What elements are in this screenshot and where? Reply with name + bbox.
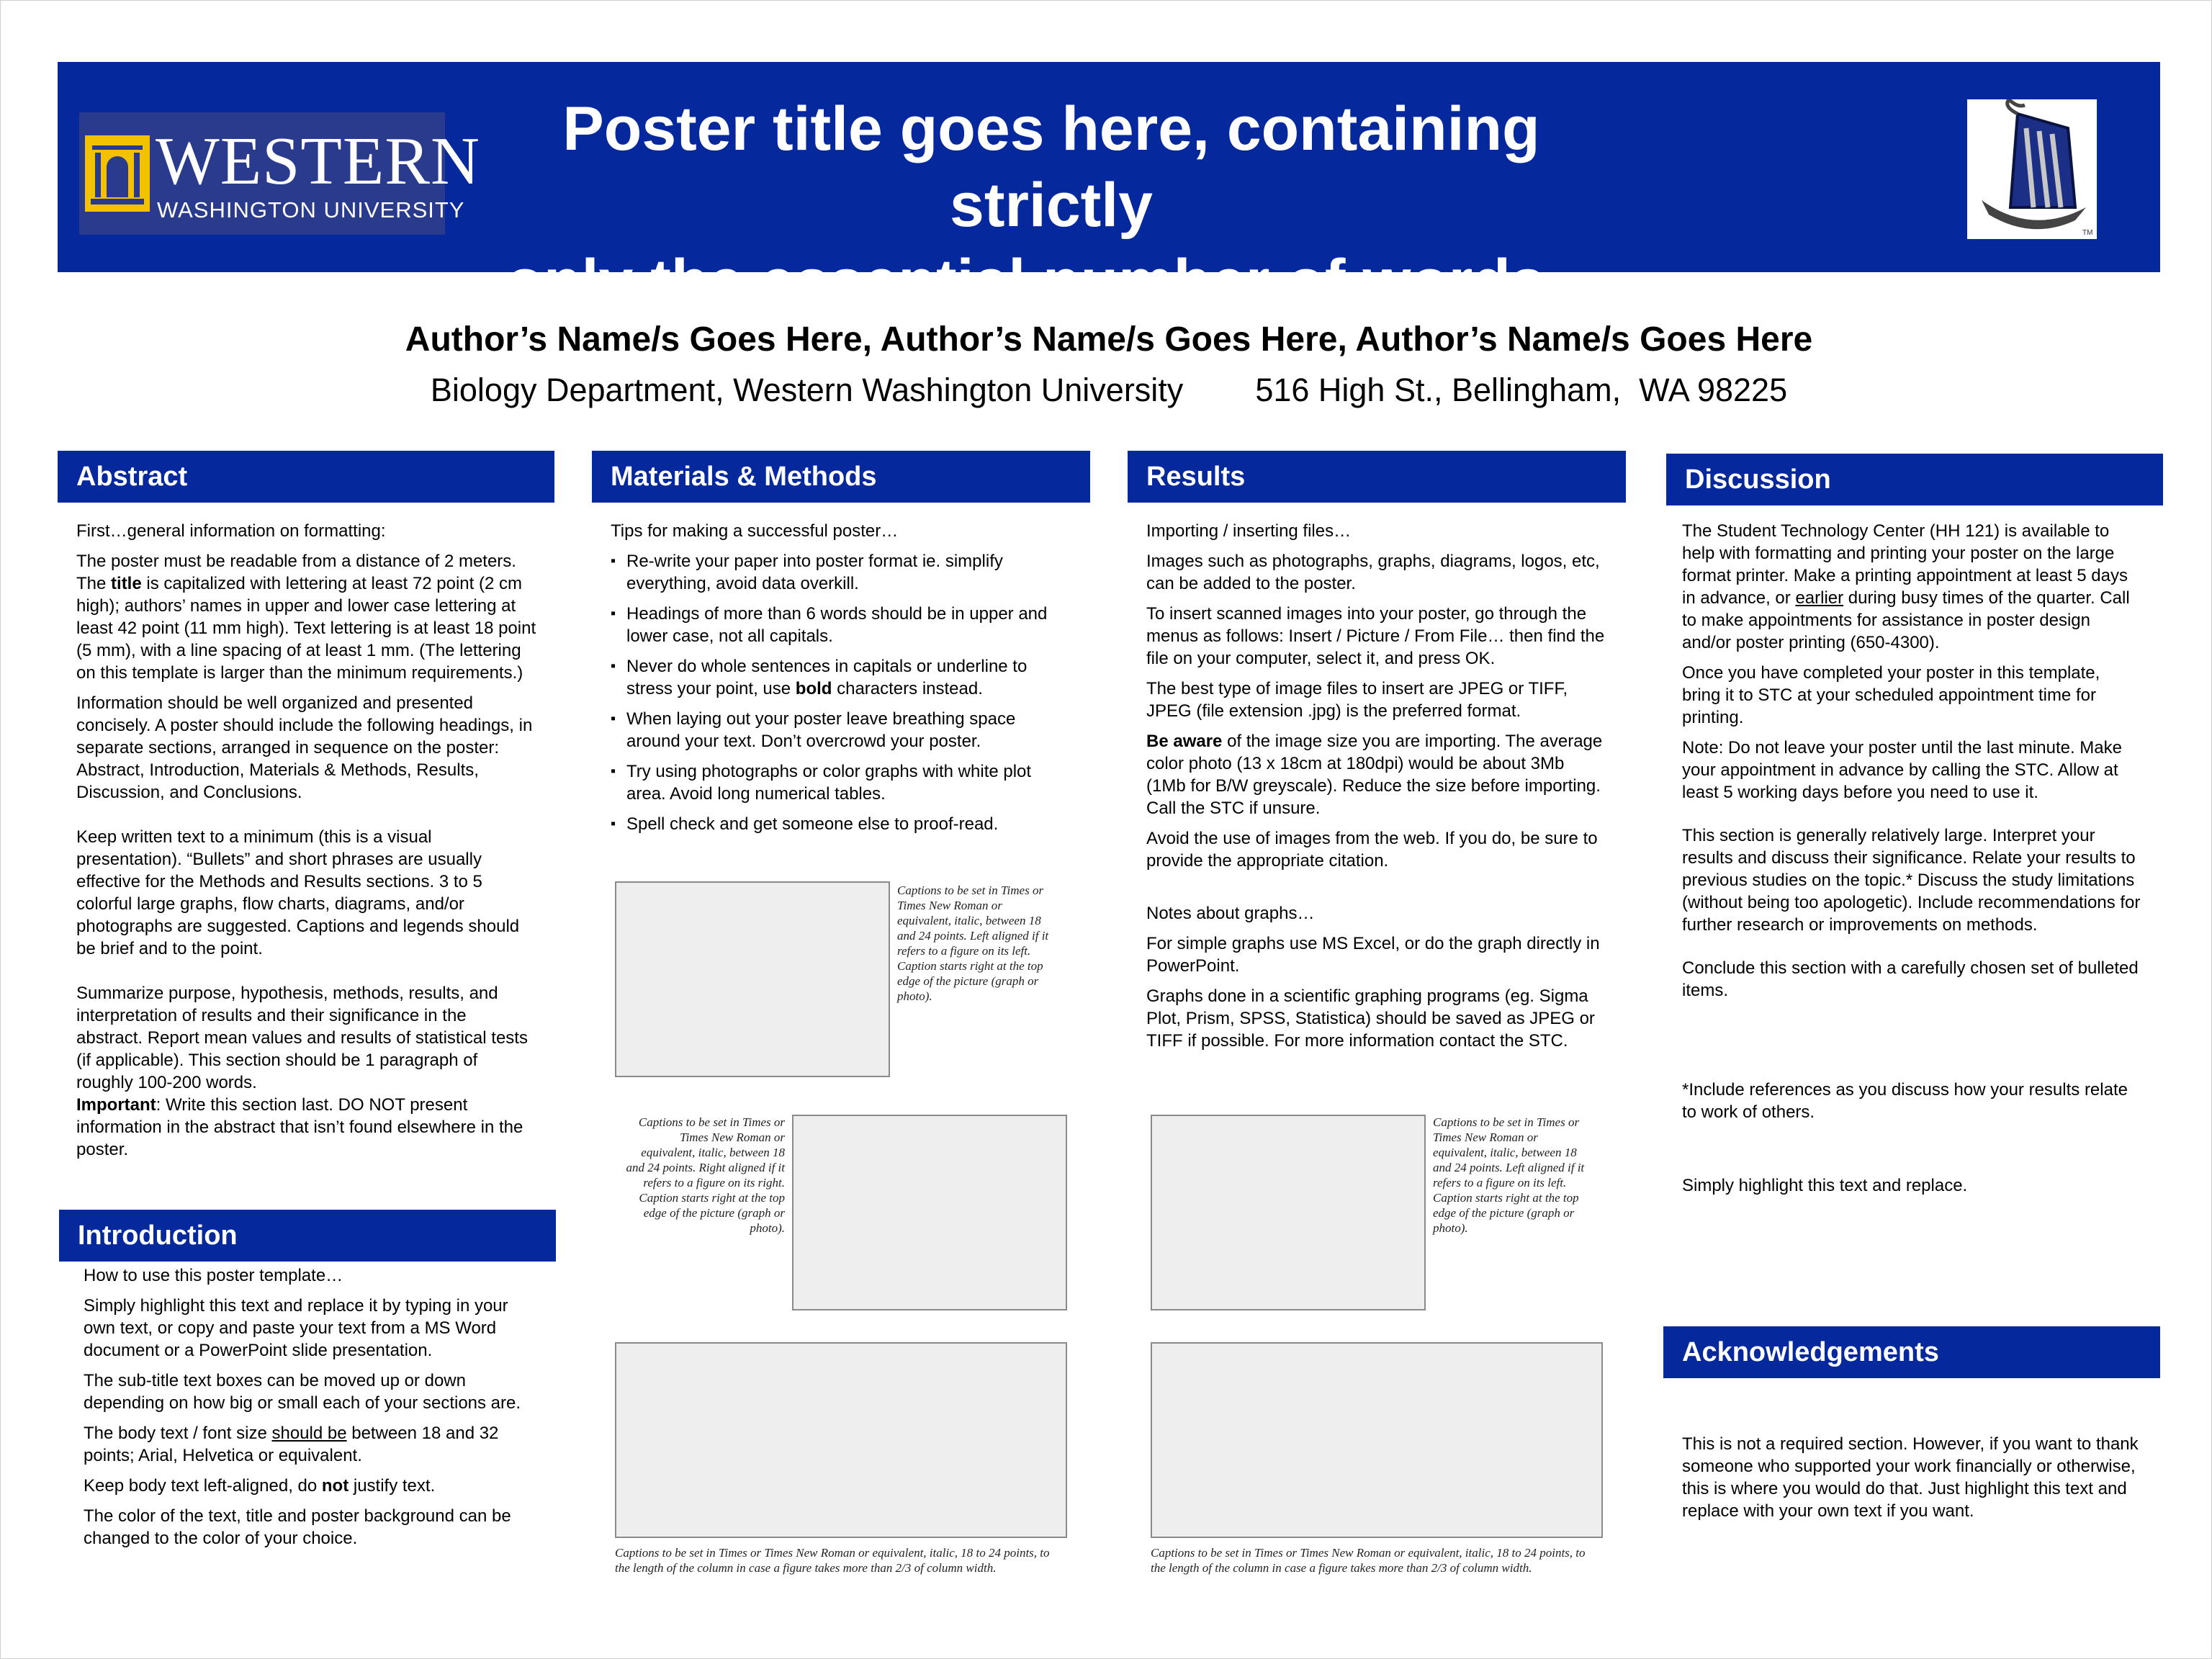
author-names: Author’s Name/s Goes Here, Author’s Name/s Goes Here, Author’s Name/s Goes Here xyxy=(405,320,1813,359)
results-p1: Importing / inserting files… xyxy=(1146,521,1352,541)
figure-placeholder xyxy=(615,1342,1067,1538)
results-p3: To insert scanned images into your poster, go through the menus as follows: Insert / Picture / From File… then find the file on your computer, select it, and press OK. xyxy=(1146,604,1605,668)
list-item: ▪ When laying out your poster leave breathing space around your text. Don’t overcrowd your poster. xyxy=(611,708,1071,752)
introduction-heading: Introduction xyxy=(59,1210,556,1262)
discussion-p2: Once you have completed your poster in this template, bring it to STC at your scheduled appointment time for printing. xyxy=(1682,663,2100,727)
methods-intro: Tips for making a successful poster… xyxy=(611,521,899,541)
figure-caption-left-aligned: Captions to be set in Times or Times New Roman or equivalent, italic, between 18 and 24 points. Left aligned if it refers to a figure on its left. Caption starts right at the top edge of the picture (graph or photo). xyxy=(897,884,1049,1003)
figure-caption-bottom: Captions to be set in Times or Times New Roman or equivalent, italic, 18 to 24 points, to the length of the column in case a figure takes more than 2/3 of column width. xyxy=(615,1546,1050,1575)
title-banner xyxy=(58,62,2160,316)
abstract-p5: Summarize purpose, hypothesis, methods, results, and interpretation of results and their significance in the abstract. Report mean values and results of statistical tests (if applicable). This section should be 1 paragraph of roughly 100-200 words. Important: Write this section last. DO NOT present information in the abstract that isn’t found elsewhere in the poster. xyxy=(76,984,528,1159)
discussion-p6: *Include references as you discuss how your results relate to work of others. xyxy=(1682,1080,2128,1122)
poster-title xyxy=(461,91,1642,320)
introduction-body xyxy=(84,1264,544,1557)
introduction-p6: The color of the text, title and poster background can be changed to the color of your choice. xyxy=(84,1506,511,1548)
introduction-p5: Keep body text left-aligned, do not justify text. xyxy=(84,1476,436,1496)
discussion-p1: The Student Technology Center (HH 121) is available to help with formatting and printing your poster on the large format printer. Make a printing appointment at least 5 days in advance, or earlier during busy times of the quarter. Call to make appointments for assistance in poster design and/or poster printing (650-4300). xyxy=(1682,521,2130,652)
results-p8: For simple graphs use MS Excel, or do the graph directly in PowerPoint. xyxy=(1146,934,1600,976)
list-item: ▪ Try using photographs or color graphs with white plot area. Avoid long numerical tables. xyxy=(611,760,1071,805)
introduction-p4: The body text / font size should be between 18 and 32 points; Arial, Helvetica or equivalent. xyxy=(84,1424,499,1465)
affiliation: Biology Department, Western Washington University 516 High St., Bellingham, WA 98225 xyxy=(430,372,1788,408)
results-heading: Results xyxy=(1128,451,1626,503)
discussion-p7: Simply highlight this text and replace. xyxy=(1682,1176,1968,1195)
abstract-heading: Abstract xyxy=(58,451,554,503)
results-p5: Be aware of the image size you are importing. The average color photo (13 x 18cm at 180dpi) would be about 3Mb (1Mb for B/W greyscale). Reduce the size before importing. Call the STC if unsure. xyxy=(1146,732,1603,818)
figure-caption-left-aligned: Captions to be set in Times or Times New Roman or equivalent, italic, between 18 and 24 points. Left aligned if it refers to a figure on its left. Caption starts right at the top edge of the picture (graph or photo). xyxy=(1433,1115,1585,1235)
methods-tips-list xyxy=(611,550,1071,835)
introduction-p2: Simply highlight this text and replace it by typing in your own text, or copy and paste your text from a MS Word document or a PowerPoint slide presentation. xyxy=(84,1296,508,1360)
results-p7: Notes about graphs… xyxy=(1146,904,1315,923)
discussion-body xyxy=(1682,520,2143,1205)
discussion-heading: Discussion xyxy=(1666,454,2163,505)
abstract-p3: Information should be well organized and presented concisely. A poster should include the following headings, in separate sections, arranged in sequence on the poster: Abstract, Introduction, Materials & Methods, Results, Discussion, and Conclusions. xyxy=(76,693,533,802)
discussion-p4: This section is generally relatively large. Interpret your results and discuss their significance. Relate your results to previous studies on the topic.* Discuss the study limitations (without being too apologetic). Include recommendations for further research or improvements on methods. xyxy=(1682,826,2141,935)
abstract-p1: First…general information on formatting: xyxy=(76,521,386,541)
list-item: ▪ Headings of more than 6 words should be in upper and lower case, not all capitals. xyxy=(611,603,1071,647)
university-building-icon xyxy=(85,135,150,212)
figure-placeholder xyxy=(1151,1342,1603,1538)
figure-placeholder xyxy=(615,881,890,1077)
discussion-p3: Note: Do not leave your poster until the last minute. Make your appointment in advance by calling the STC. Allow at least 5 working days before you need to use it. xyxy=(1682,738,2122,802)
acknowledgements-heading: Acknowledgements xyxy=(1663,1326,2160,1378)
list-item: ▪ Re-write your paper into poster format ie. simplify everything, avoid data overkill. xyxy=(611,550,1071,595)
abstract-p2: The poster must be readable from a distance of 2 meters. The title is capitalized with lettering at least 72 point (2 cm high); authors’ names in upper and lower case lettering at least 42 point (11 mm high). Text lettering is at least 18 point (5 mm), with a line spacing of at least 1 mm. (The lettering on this template is larger than the minimum requirements.) xyxy=(76,552,536,683)
viking-ship-icon xyxy=(1967,99,2097,239)
poster-title-line-1: Poster title goes here, containing strictly xyxy=(562,94,1540,240)
methods-heading: Materials & Methods xyxy=(592,451,1090,503)
acknowledgements-body xyxy=(1682,1433,2143,1530)
logo-subline: WASHINGTON UNIVERSITY xyxy=(157,197,465,222)
poster-title-line-2: only the essential number of words... xyxy=(505,247,1597,316)
results-body xyxy=(1146,520,1607,1060)
logo-wordmark: WESTERN xyxy=(156,124,480,199)
abstract-p4: Keep written text to a minimum (this is a visual presentation). “Bullets” and short phrases are usually effective for the Methods and Results sections. 3 to 5 colorful large graphs, flow charts, diagrams, and/or photographs are suggested. Captions and legends should be brief and to the point. xyxy=(76,827,520,958)
abstract-body xyxy=(76,520,537,1161)
acknowledgements-p1: This is not a required section. However, if you want to thank someone who supported your work financially or otherwise, this is where you would do that. Just highlight this text and replace with your own text if you want. xyxy=(1682,1434,2139,1521)
introduction-p3: The sub-title text boxes can be moved up or down depending on how big or small each of your sections are. xyxy=(84,1371,521,1413)
figure-placeholder xyxy=(792,1115,1067,1310)
results-p4: The best type of image files to insert are JPEG or TIFF, JPEG (file extension .jpg) is the preferred format. xyxy=(1146,679,1568,721)
methods-body xyxy=(611,520,1071,843)
introduction-p1: How to use this poster template… xyxy=(84,1266,343,1285)
list-item: ▪ Never do whole sentences in capitals or underline to stress your point, use bold characters instead. xyxy=(611,655,1071,700)
figure-placeholder xyxy=(1151,1115,1426,1310)
results-p6: Avoid the use of images from the web. If you do, be sure to provide the appropriate citation. xyxy=(1146,829,1598,871)
figure-caption-bottom: Captions to be set in Times or Times New Roman or equivalent, italic, 18 to 24 points, to the length of the column in case a figure takes more than 2/3 of column width. xyxy=(1151,1546,1586,1575)
discussion-p5: Conclude this section with a carefully chosen set of bulleted items. xyxy=(1682,958,2139,1000)
figure-caption-right-aligned: Captions to be set in Times or Times New Roman or equivalent, italic, between 18 and 24 points. Right aligned if it refers to a figure on its right. Caption starts right at the top edge of the picture (graph or photo). xyxy=(626,1115,785,1235)
results-p9: Graphs done in a scientific graphing programs (eg. Sigma Plot, Prism, SPSS, Statistica) should be saved as JPEG or TIFF if possible. For more information contact the STC. xyxy=(1146,986,1595,1051)
svg-text:TM: TM xyxy=(2082,229,2093,237)
university-logo xyxy=(79,112,480,235)
results-p2: Images such as photographs, graphs, diagrams, logos, etc, can be added to the poster. xyxy=(1146,552,1600,593)
list-item: ▪ Spell check and get someone else to proof-read. xyxy=(611,813,1071,835)
